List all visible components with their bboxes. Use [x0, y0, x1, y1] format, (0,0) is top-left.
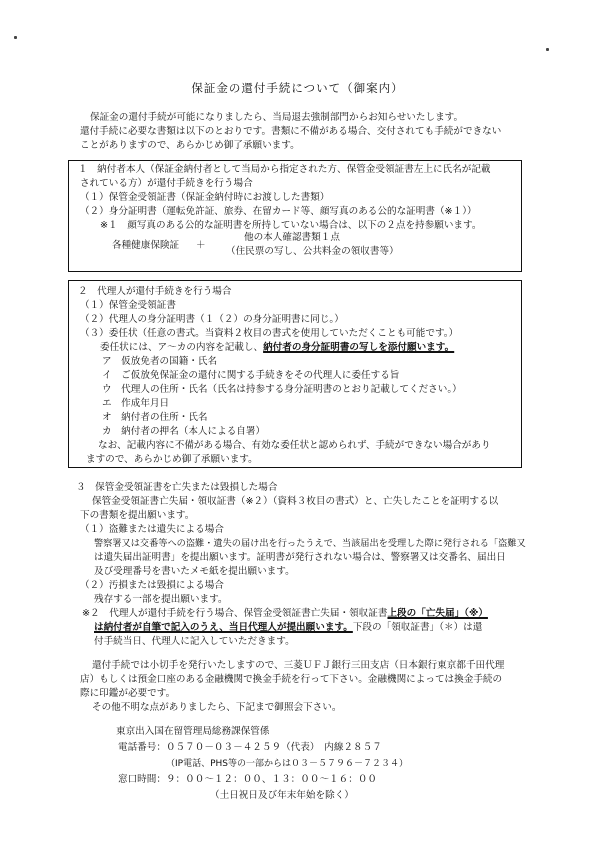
document-title: 保証金の還付手続について（御案内）	[191, 81, 404, 95]
section-3-para-2: 下の書類を提出願います。	[80, 510, 195, 521]
section-2-item-u: ウ 代理人の住所・氏名（氏名は持参する身分証明書のとおり記載してください。）	[102, 384, 462, 395]
section-2-heading: ２ 代理人が還付手続きを行う場合	[78, 286, 232, 297]
contact-organization: 東京出入国在留管理局総務課保管係	[116, 726, 270, 737]
section-3-note-2-text-2: 下段の「領収証書」（＊）は還	[352, 622, 483, 633]
section-3-item-1-line-1: 警察署又は交番等への盗難・遺失の届け出を行ったうえで、当該届出を受理した際に発行される「盗難又	[94, 538, 526, 549]
section-2-note-line-2: ますので、あらかじめ御了承願います。	[86, 454, 258, 465]
section-3-note-2-emphasis: 上段の「亡失届」（※）	[387, 608, 488, 619]
contact-phone: 電話番号：０５７０－０３－４２５９（代表） 内線２８５７	[118, 742, 382, 753]
closing-line-3: 際に印鑑が必要です。	[80, 688, 176, 699]
section-3-heading: ３ 保管金受領証書を亡失または毀損した場合	[76, 482, 278, 493]
section-1-item-1: （１）保管金受領証書（保証金納付時にお渡しした書類）	[80, 192, 330, 203]
section-1-heading: １ 納付者本人（保証金納付者として当局から指定された方、保管金受領証書左上に氏名が記載	[78, 164, 491, 175]
section-1-note-1: ※１ 顔写真のある公的な証明書を所持していない場合は、以下の２点を持参願います。	[100, 220, 482, 231]
section-3-item-2-detail: 残存する一部を提出願います。	[94, 594, 228, 605]
section-2-instruction	[100, 342, 454, 354]
scan-speck	[546, 48, 549, 51]
closing-line-1: 還付手続では小切手を発行いたしますので、三菱ＵＦＪ銀行三田支店（日本銀行東京都千田代理	[92, 660, 505, 671]
section-2-instruction-text: 委任状には、ア～カの内容を記載し、	[100, 342, 264, 353]
section-3-note-2-line-2	[94, 622, 482, 634]
section-1-item-2: （２）身分証明書（運転免許証、旅券、在留カード等、顔写真のある公的な証明書（※１））	[80, 206, 477, 217]
section-2-instruction-emphasis: 納付者の身分証明書の写しを添付願います。	[263, 342, 455, 353]
closing-line-4: その他不明な点がありましたら、下記まで御照会下さい。	[92, 702, 342, 713]
section-3-item-2: （２）汚損または毀損による場合	[80, 580, 224, 591]
section-2-note-line-1: なお、記載内容に不備がある場合、有効な委任状と認められず、手続ができない場合があり	[98, 440, 491, 451]
section-2-item-3: （３）委任状（任意の書式。当資料２枚目の書式を使用していただくことも可能です。）	[80, 328, 459, 339]
section-2-item-e: エ 作成年月日	[102, 398, 170, 409]
section-3-item-1: （１）盗難または遺失による場合	[80, 524, 224, 535]
contact-phone-alt: （IP電話、PHS等の一部からは０３－５７９６－７２３４）	[166, 759, 408, 769]
section-1-option-left: 各種健康保険証	[112, 240, 180, 251]
section-1-heading-cont: されている方）が還付手続きを行う場合	[80, 178, 253, 189]
section-3-note-2-text: ※２ 代理人が還付手続を行う場合、保管金受領証書亡失届・領収証書	[82, 608, 388, 619]
contact-hours-note: （土日祝日及び年末年始を除く）	[210, 790, 354, 801]
section-2-item-o: オ 納付者の住所・氏名	[102, 412, 208, 423]
section-1-option-right-detail: （住民票の写し、公共料金の領収書等）	[226, 246, 399, 257]
section-2-item-a: ア 仮放免者の国籍・氏名	[102, 356, 218, 367]
section-3-note-2-line-3: 付手続当日、代理人に記入していただきます。	[94, 636, 295, 647]
section-3-para-1: 保管金受領証書亡失届・領収証書（※２）（資料３枚目の書式）と、亡失したことを証明する以	[92, 496, 499, 507]
contact-hours: 窓口時間：９：００～１２：００、１３：００～１６：００	[118, 774, 378, 785]
section-3-item-1-line-2: は遺失届出証明書」を提出願います。証明書が発行されない場合は、警察署又は交番名、届出日	[94, 552, 506, 563]
section-2-item-2: （２）代理人の身分証明書（１（２）の身分証明書に同じ。）	[80, 314, 344, 325]
section-1-option-right: 他の本人確認書類１点	[244, 232, 340, 243]
section-3-note-2-line-1	[82, 608, 488, 620]
section-1-plus: ＋	[196, 240, 206, 251]
intro-line-3: ことがありますので、あらかじめ御了承願います。	[80, 140, 300, 151]
section-2-item-i: イ ご仮放免保証金の還付に関する手続きをその代理人に委任する旨	[102, 370, 400, 381]
intro-line-2: 還付手続に必要な書類は以下のとおりです。書類に不備がある場合、交付されても手続ができない	[80, 126, 502, 137]
intro-line-1: 保証金の還付手続が可能になりましたら、当局退去強制部門からお知らせいたします。	[90, 112, 464, 123]
scan-speck	[14, 36, 17, 39]
section-3-item-1-line-3: 及び受理番号を書いたメモ紙を提出願います。	[94, 566, 295, 577]
section-2-item-1: （１）保管金受領証書	[80, 300, 176, 311]
section-2-item-ka: カ 納付者の押名（本人による自署）	[102, 426, 266, 437]
closing-line-2: 店）もしくは預金口座のある金融機関で換金手続を行って下さい。金融機関によっては換金手続の	[80, 674, 503, 685]
section-3-note-2-emphasis-2: は納付者が自筆で記入のうえ、当日代理人が提出願います。	[94, 622, 353, 633]
